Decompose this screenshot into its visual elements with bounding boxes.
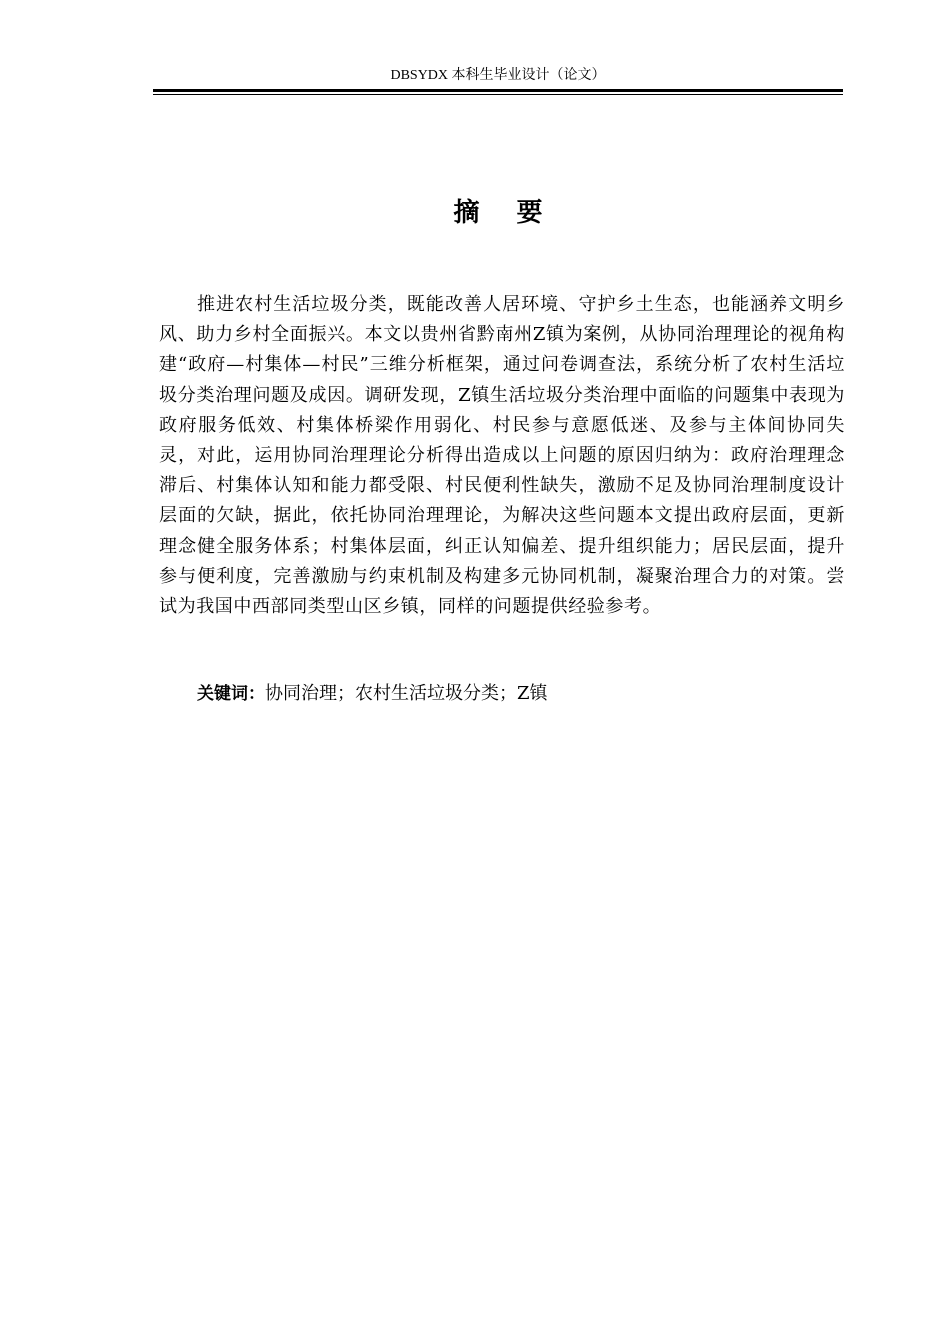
keywords-text: 协同治理；农村生活垃圾分类；Z镇: [265, 683, 548, 704]
header-rule-thick: [153, 89, 843, 92]
running-header: DBSYDX 本科生毕业设计（论文）: [390, 68, 606, 83]
abstract-body: 推进农村生活垃圾分类，既能改善人居环境、守护乡土生态，也能涵养文明乡风、助力乡村全面振兴。本文以贵州省黔南州Z镇为案例，从协同治理理论的视角构建“政府—村集体—村民”三维分析框架，通过问卷调查法，系统分析了农村生活垃圾分类治理问题及成因。调研发现，Z镇生活垃圾分类治理中面临的问题集中表现为政府服务低效、村集体桥梁作用弱化、村民参与意愿低迷、及参与主体间协同失灵，对此，运用协同治理理论分析得出造成以上问题的原因归纳为：政府治理理念滞后、村集体认知和能力都受限、村民便利性缺失，激励不足及协同治理制度设计层面的欠缺，据此，依托协同治理理论，为解决这些问题本文提出政府层面，更新理念健全服务体系；村集体层面，纠正认知偏差、提升组织能力；居民层面，提升参与便利度，完善激励与约束机制及构建多元协同机制，凝聚治理合力的对策。尝试为我国中西部同类型山区乡镇，同样的问题提供经验参考。: [159, 294, 845, 618]
keywords-label: 关键词：: [197, 684, 265, 704]
keywords-line: [197, 679, 837, 709]
abstract-title: 摘 要: [453, 198, 557, 228]
header-rule-thin: [153, 94, 843, 95]
